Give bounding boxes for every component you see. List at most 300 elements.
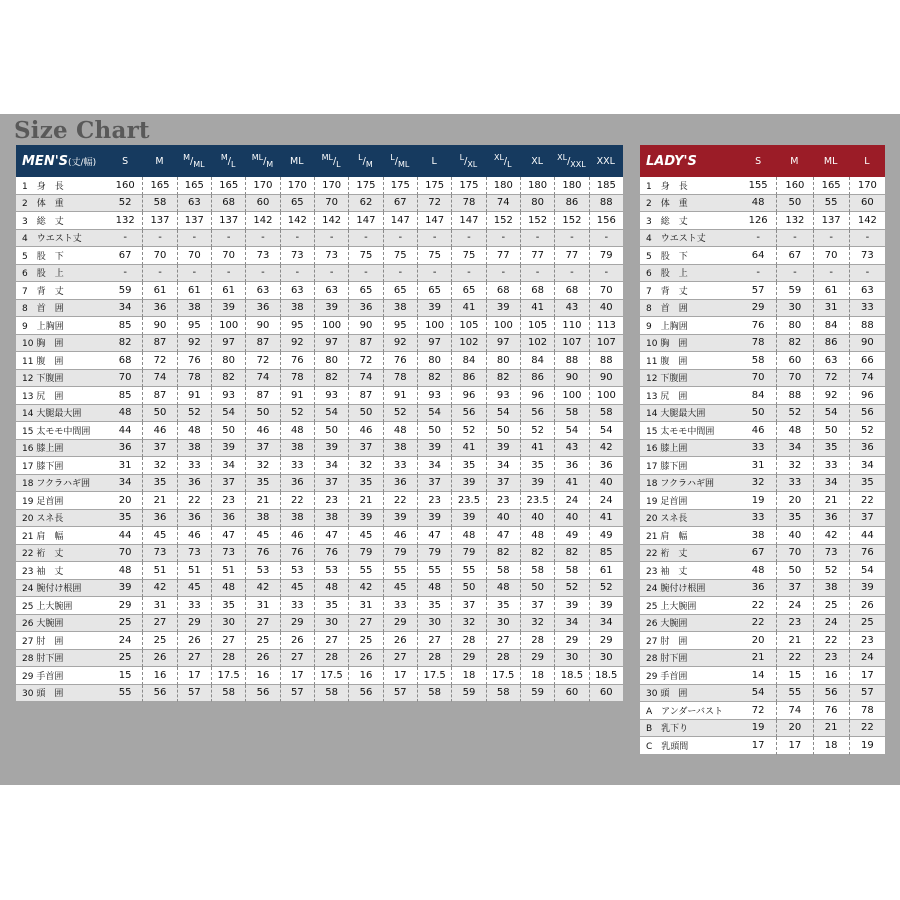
measurement-label: 10 胸 囲	[640, 335, 740, 353]
lady-table-row	[640, 352, 885, 370]
size-value-cell: 25	[849, 615, 885, 633]
size-value-cell: 23	[486, 492, 520, 510]
lady-table-row	[640, 580, 885, 598]
size-value-cell: 107	[554, 335, 588, 353]
measurement-label: 2 体 重	[640, 195, 740, 213]
size-value-cell: 160	[108, 177, 142, 195]
size-value-cell: 32	[451, 615, 485, 633]
size-value-cell: 32	[245, 457, 279, 475]
lady-table-row	[640, 247, 885, 265]
size-value-cell: 90	[849, 335, 885, 353]
size-value-cell: 36	[211, 510, 245, 528]
size-value-cell: 29	[451, 650, 485, 668]
size-value-cell: -	[776, 265, 812, 283]
size-value-cell: 79	[417, 545, 451, 563]
size-value-cell: 46	[348, 422, 382, 440]
size-value-cell: 35	[813, 440, 849, 458]
men-size-header: $^{ML}/_M$	[245, 145, 279, 177]
size-value-cell: 51	[211, 562, 245, 580]
size-value-cell: 95	[280, 317, 314, 335]
size-value-cell: 90	[348, 317, 382, 335]
size-value-cell: 26	[280, 632, 314, 650]
size-value-cell: 80	[211, 352, 245, 370]
size-value-cell: 180	[520, 177, 554, 195]
size-value-cell: 23	[314, 492, 348, 510]
size-value-cell: 70	[108, 370, 142, 388]
size-value-cell: 100	[554, 387, 588, 405]
size-value-cell: 56	[451, 405, 485, 423]
measurement-label: 15 太モモ中間囲	[640, 422, 740, 440]
size-value-cell: 70	[776, 545, 812, 563]
size-value-cell: -	[245, 265, 279, 283]
size-value-cell: 39	[486, 300, 520, 318]
size-value-cell: 70	[108, 545, 142, 563]
size-value-cell: 78	[451, 195, 485, 213]
size-value-cell: 34	[554, 615, 588, 633]
size-value-cell: 97	[314, 335, 348, 353]
size-value-cell: 36	[348, 300, 382, 318]
measurement-label: 17 膝下囲	[640, 457, 740, 475]
size-value-cell: 42	[589, 440, 623, 458]
mens-table-body	[16, 177, 623, 702]
size-value-cell: 21	[142, 492, 176, 510]
size-value-cell: 90	[554, 370, 588, 388]
size-value-cell: 35	[486, 597, 520, 615]
size-value-cell: 68	[108, 352, 142, 370]
mens-header-label	[16, 145, 108, 177]
size-value-cell: 58	[520, 562, 554, 580]
men-table-row	[16, 405, 623, 423]
men-size-header: $^{ML}/_L$	[314, 145, 348, 177]
size-value-cell: 74	[486, 195, 520, 213]
size-value-cell: 51	[142, 562, 176, 580]
size-value-cell: 20	[740, 632, 776, 650]
size-value-cell: 21	[813, 492, 849, 510]
size-value-cell: 80	[520, 195, 554, 213]
size-value-cell: 82	[417, 370, 451, 388]
size-value-cell: 85	[589, 545, 623, 563]
size-value-cell: 58	[740, 352, 776, 370]
size-value-cell: 68	[211, 195, 245, 213]
size-value-cell: 95	[383, 317, 417, 335]
size-value-cell: 48	[108, 562, 142, 580]
measurement-label: 15 太モモ中間囲	[16, 422, 108, 440]
size-value-cell: 38	[280, 440, 314, 458]
size-value-cell: 66	[849, 352, 885, 370]
measurement-label: 4 ウエスト丈	[16, 230, 108, 248]
size-value-cell: 76	[245, 545, 279, 563]
size-value-cell: 50	[417, 422, 451, 440]
size-value-cell: 52	[849, 422, 885, 440]
men-table-row	[16, 475, 623, 493]
size-value-cell: 30	[417, 615, 451, 633]
size-value-cell: 55	[108, 685, 142, 703]
measurement-label: 9 上胸囲	[640, 317, 740, 335]
size-value-cell: 93	[211, 387, 245, 405]
size-value-cell: 58	[211, 685, 245, 703]
size-value-cell: 70	[589, 282, 623, 300]
size-value-cell: 36	[108, 440, 142, 458]
size-value-cell: 39	[589, 597, 623, 615]
size-value-cell: 68	[520, 282, 554, 300]
size-value-cell: 39	[849, 580, 885, 598]
size-value-cell: -	[348, 265, 382, 283]
size-value-cell: 170	[314, 177, 348, 195]
size-value-cell: 32	[142, 457, 176, 475]
size-value-cell: -	[776, 230, 812, 248]
measurement-label: 9 上胸囲	[16, 317, 108, 335]
measurement-label: 13 尻 囲	[16, 387, 108, 405]
size-value-cell: 50	[211, 422, 245, 440]
size-value-cell: 22	[776, 650, 812, 668]
size-value-cell: -	[849, 265, 885, 283]
men-table-row	[16, 282, 623, 300]
size-value-cell: 52	[813, 562, 849, 580]
size-value-cell: -	[486, 265, 520, 283]
size-value-cell: 37	[451, 597, 485, 615]
size-value-cell: 26	[245, 650, 279, 668]
men-table-row	[16, 370, 623, 388]
size-value-cell: 147	[383, 212, 417, 230]
size-value-cell: 33	[280, 597, 314, 615]
size-value-cell: 175	[383, 177, 417, 195]
size-value-cell: 30	[776, 300, 812, 318]
men-table-row	[16, 527, 623, 545]
size-value-cell: 52	[280, 405, 314, 423]
size-value-cell: 35	[211, 597, 245, 615]
size-value-cell: 61	[813, 282, 849, 300]
size-value-cell: 142	[245, 212, 279, 230]
size-value-cell: 132	[776, 212, 812, 230]
size-value-cell: 39	[520, 475, 554, 493]
size-value-cell: 63	[849, 282, 885, 300]
measurement-label: 4 ウエスト丈	[640, 230, 740, 248]
size-value-cell: 54	[589, 422, 623, 440]
size-value-cell: 41	[520, 440, 554, 458]
size-value-cell: -	[740, 230, 776, 248]
measurement-label: 8 首 囲	[640, 300, 740, 318]
size-value-cell: 25	[245, 632, 279, 650]
measurement-label: C 乳頭間	[640, 737, 740, 755]
size-value-cell: 38	[245, 510, 279, 528]
size-value-cell: 55	[776, 685, 812, 703]
men-size-header: XL	[520, 145, 554, 177]
size-value-cell: 74	[776, 702, 812, 720]
size-value-cell: 26	[849, 597, 885, 615]
size-value-cell: 52	[451, 422, 485, 440]
size-value-cell: 57	[849, 685, 885, 703]
measurement-label: 17 膝下囲	[16, 457, 108, 475]
size-value-cell: 17	[776, 737, 812, 755]
size-value-cell: 70	[314, 195, 348, 213]
size-value-cell: 48	[383, 422, 417, 440]
size-value-cell: 44	[108, 527, 142, 545]
size-value-cell: -	[417, 230, 451, 248]
lady-table-row	[640, 527, 885, 545]
men-table-row	[16, 335, 623, 353]
size-value-cell: 39	[348, 510, 382, 528]
size-value-cell: 175	[451, 177, 485, 195]
measurement-label: 25 上大腕囲	[16, 597, 108, 615]
lady-table-row	[640, 545, 885, 563]
size-value-cell: 26	[177, 632, 211, 650]
size-value-cell: 52	[554, 580, 588, 598]
size-value-cell: 42	[813, 527, 849, 545]
size-value-cell: 37	[348, 440, 382, 458]
size-value-cell: 165	[813, 177, 849, 195]
size-value-cell: 67	[383, 195, 417, 213]
size-value-cell: -	[451, 265, 485, 283]
size-value-cell: 16	[813, 667, 849, 685]
size-value-cell: 38	[813, 580, 849, 598]
size-value-cell: 76	[280, 545, 314, 563]
size-value-cell: 79	[348, 545, 382, 563]
size-value-cell: 113	[589, 317, 623, 335]
size-value-cell: 32	[520, 615, 554, 633]
size-value-cell: 25	[813, 597, 849, 615]
size-value-cell: 76	[383, 352, 417, 370]
size-value-cell: 35	[849, 475, 885, 493]
men-table-row	[16, 352, 623, 370]
size-value-cell: 180	[486, 177, 520, 195]
size-value-cell: 63	[177, 195, 211, 213]
measurement-label: 16 膝上囲	[16, 440, 108, 458]
size-value-cell: 100	[486, 317, 520, 335]
size-value-cell: 50	[776, 562, 812, 580]
size-value-cell: 73	[177, 545, 211, 563]
size-value-cell: -	[280, 230, 314, 248]
size-value-cell: -	[211, 230, 245, 248]
size-value-cell: 17.5	[211, 667, 245, 685]
size-value-cell: 39	[314, 440, 348, 458]
size-value-cell: 36	[813, 510, 849, 528]
lady-size-header: S	[740, 145, 776, 177]
size-value-cell: 41	[589, 510, 623, 528]
size-value-cell: -	[280, 265, 314, 283]
size-value-cell: 152	[520, 212, 554, 230]
men-table-row	[16, 510, 623, 528]
lady-table-row	[640, 650, 885, 668]
measurement-label: 2 体 重	[16, 195, 108, 213]
size-value-cell: 59	[108, 282, 142, 300]
size-value-cell: -	[554, 265, 588, 283]
size-value-cell: 105	[520, 317, 554, 335]
size-value-cell: 56	[348, 685, 382, 703]
size-value-cell: 74	[348, 370, 382, 388]
men-size-header: $^{XL}/_L$	[486, 145, 520, 177]
size-value-cell: 23	[813, 650, 849, 668]
size-value-cell: 82	[486, 370, 520, 388]
size-value-cell: 29	[383, 615, 417, 633]
size-value-cell: 25	[108, 650, 142, 668]
size-value-cell: 147	[451, 212, 485, 230]
men-size-header: $^M/_{ML}$	[177, 145, 211, 177]
measurement-label: 3 総 丈	[640, 212, 740, 230]
size-value-cell: -	[417, 265, 451, 283]
measurement-label: 22 裄 丈	[640, 545, 740, 563]
measurement-label: 23 袖 丈	[640, 562, 740, 580]
size-value-cell: 41	[554, 475, 588, 493]
size-value-cell: 24	[776, 597, 812, 615]
measurement-label: 19 足首囲	[640, 492, 740, 510]
size-value-cell: 29	[554, 632, 588, 650]
size-value-cell: 75	[451, 247, 485, 265]
size-value-cell: 70	[177, 247, 211, 265]
size-value-cell: 45	[348, 527, 382, 545]
size-value-cell: 34	[813, 475, 849, 493]
measurement-label: B 乳下り	[640, 720, 740, 738]
size-value-cell: 17.5	[486, 667, 520, 685]
size-value-cell: 33	[740, 510, 776, 528]
size-value-cell: 39	[417, 300, 451, 318]
size-value-cell: -	[486, 230, 520, 248]
size-value-cell: 102	[451, 335, 485, 353]
lady-table-row	[640, 632, 885, 650]
size-value-cell: 65	[417, 282, 451, 300]
lady-table-row	[640, 475, 885, 493]
size-value-cell: 76	[813, 702, 849, 720]
size-value-cell: 45	[142, 527, 176, 545]
size-value-cell: 85	[108, 317, 142, 335]
size-value-cell: 88	[849, 317, 885, 335]
size-value-cell: -	[813, 265, 849, 283]
size-value-cell: 28	[211, 650, 245, 668]
size-value-cell: 37	[211, 475, 245, 493]
men-size-header: S	[108, 145, 142, 177]
size-value-cell: 29	[108, 597, 142, 615]
men-table-row	[16, 300, 623, 318]
size-value-cell: 72	[813, 370, 849, 388]
size-value-cell: 84	[740, 387, 776, 405]
size-value-cell: 87	[348, 335, 382, 353]
size-value-cell: 30	[554, 650, 588, 668]
size-value-cell: 33	[280, 457, 314, 475]
measurement-label: 3 総 丈	[16, 212, 108, 230]
size-value-cell: -	[314, 265, 348, 283]
size-value-cell: 165	[211, 177, 245, 195]
size-value-cell: 39	[314, 300, 348, 318]
size-value-cell: 50	[740, 405, 776, 423]
size-value-cell: 40	[589, 475, 623, 493]
size-value-cell: 39	[417, 510, 451, 528]
size-value-cell: 61	[211, 282, 245, 300]
size-value-cell: 52	[177, 405, 211, 423]
size-value-cell: 67	[776, 247, 812, 265]
size-value-cell: 35	[245, 475, 279, 493]
lady-table-row	[640, 387, 885, 405]
size-value-cell: -	[383, 265, 417, 283]
measurement-label: 29 手首囲	[16, 667, 108, 685]
size-value-cell: 32	[776, 457, 812, 475]
size-value-cell: 50	[348, 405, 382, 423]
size-value-cell: 52	[383, 405, 417, 423]
size-value-cell: 35	[776, 510, 812, 528]
lady-table-row	[640, 685, 885, 703]
size-value-cell: 57	[280, 685, 314, 703]
size-value-cell: 86	[813, 335, 849, 353]
size-value-cell: 27	[348, 615, 382, 633]
size-value-cell: 48	[451, 527, 485, 545]
size-value-cell: 72	[245, 352, 279, 370]
size-value-cell: 65	[451, 282, 485, 300]
size-value-cell: -	[520, 265, 554, 283]
lady-table-row	[640, 737, 885, 755]
size-value-cell: 105	[451, 317, 485, 335]
size-value-cell: 82	[108, 335, 142, 353]
size-value-cell: 63	[280, 282, 314, 300]
size-value-cell: 92	[280, 335, 314, 353]
size-value-cell: 55	[451, 562, 485, 580]
size-value-cell: 52	[589, 580, 623, 598]
size-value-cell: 48	[520, 527, 554, 545]
size-value-cell: 137	[142, 212, 176, 230]
size-value-cell: 37	[849, 510, 885, 528]
size-value-cell: 73	[314, 247, 348, 265]
size-value-cell: 75	[383, 247, 417, 265]
size-value-cell: 15	[108, 667, 142, 685]
size-value-cell: 34	[776, 440, 812, 458]
size-value-cell: 62	[348, 195, 382, 213]
size-value-cell: -	[177, 265, 211, 283]
size-value-cell: 18	[451, 667, 485, 685]
size-value-cell: 43	[554, 300, 588, 318]
size-value-cell: 60	[849, 195, 885, 213]
size-value-cell: -	[314, 230, 348, 248]
lady-table-row	[640, 492, 885, 510]
size-value-cell: 59	[451, 685, 485, 703]
size-value-cell: 72	[417, 195, 451, 213]
size-value-cell: 40	[589, 300, 623, 318]
size-value-cell: 54	[486, 405, 520, 423]
size-value-cell: 28	[486, 650, 520, 668]
size-value-cell: 57	[177, 685, 211, 703]
lady-table-row	[640, 405, 885, 423]
size-value-cell: 165	[142, 177, 176, 195]
measurement-label: 19 足首囲	[16, 492, 108, 510]
size-value-cell: 46	[383, 527, 417, 545]
size-value-cell: 76	[849, 545, 885, 563]
size-value-cell: 46	[245, 422, 279, 440]
measurement-label: 7 背 丈	[640, 282, 740, 300]
size-value-cell: 54	[314, 405, 348, 423]
size-value-cell: 82	[776, 335, 812, 353]
size-value-cell: 39	[211, 440, 245, 458]
size-value-cell: 84	[520, 352, 554, 370]
size-value-cell: 31	[740, 457, 776, 475]
size-value-cell: 21	[245, 492, 279, 510]
size-value-cell: 38	[383, 440, 417, 458]
measurement-label: 12 下腹囲	[640, 370, 740, 388]
size-value-cell: 87	[142, 387, 176, 405]
measurement-label: 8 首 囲	[16, 300, 108, 318]
lady-table-row	[640, 667, 885, 685]
size-value-cell: 16	[348, 667, 382, 685]
size-value-cell: 73	[245, 247, 279, 265]
size-value-cell: 65	[280, 195, 314, 213]
size-value-cell: 28	[314, 650, 348, 668]
size-value-cell: -	[589, 230, 623, 248]
size-value-cell: 78	[740, 335, 776, 353]
measurement-label: 12 下腹囲	[16, 370, 108, 388]
size-value-cell: -	[383, 230, 417, 248]
size-value-cell: 73	[813, 545, 849, 563]
size-value-cell: 36	[177, 475, 211, 493]
size-value-cell: 55	[348, 562, 382, 580]
size-value-cell: 34	[417, 457, 451, 475]
size-value-cell: 17.5	[417, 667, 451, 685]
size-value-cell: 57	[383, 685, 417, 703]
size-value-cell: 91	[280, 387, 314, 405]
